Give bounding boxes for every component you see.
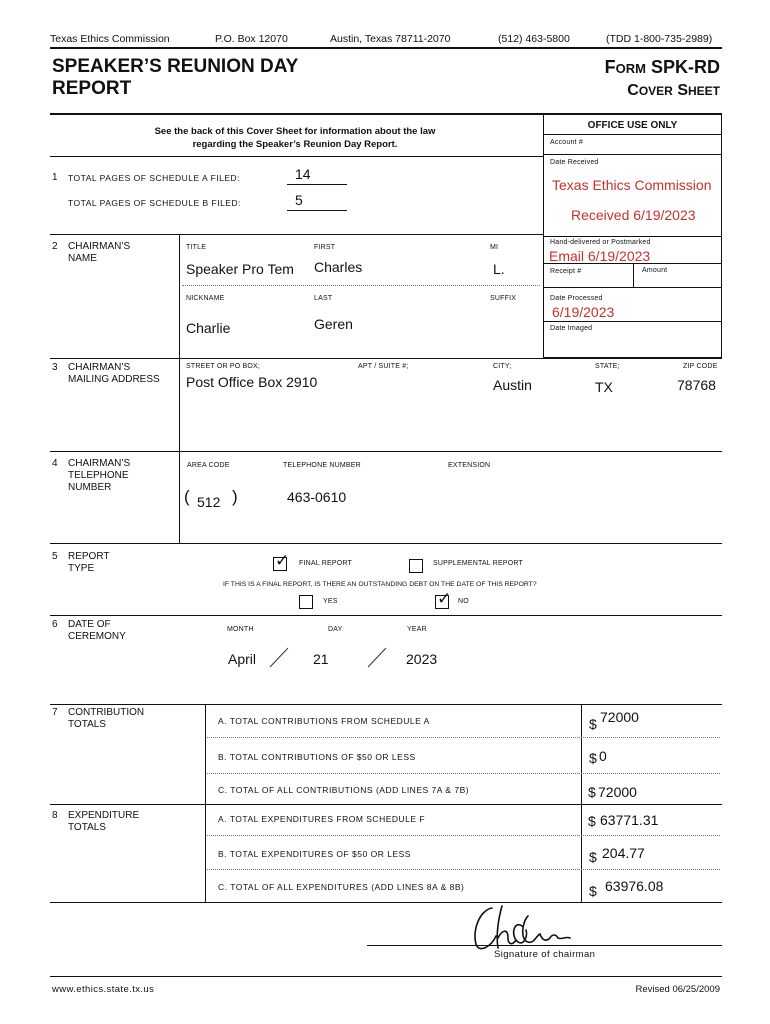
apt-label: APT / SUITE #;	[358, 363, 409, 370]
sec3-rule	[50, 451, 722, 452]
expend-a-dollar-icon: $	[588, 813, 596, 829]
city-value: Austin	[493, 377, 532, 393]
sec4-divider	[179, 451, 180, 543]
state-value: TX	[595, 379, 613, 395]
expend-c-dollar-icon: $	[589, 883, 597, 899]
contrib-c-value: 72000	[598, 784, 637, 800]
contrib-a-value: 72000	[600, 709, 639, 725]
expend-b-dollar-icon: $	[589, 849, 597, 865]
sec1-rule	[50, 234, 543, 235]
sec2-label	[68, 241, 130, 265]
header-po-box: P.O. Box 12070	[215, 33, 288, 45]
sec1-label-b: TOTAL PAGES OF SCHEDULE B FILED:	[68, 198, 241, 208]
debt-no-label: NO	[458, 598, 469, 605]
final-report-checkbox[interactable]	[273, 551, 290, 571]
sec8-label2: TOTALS	[68, 822, 106, 833]
contrib-c-dollar-icon: $	[588, 784, 596, 800]
totals-divider-right	[581, 704, 582, 902]
suffix-label: SUFFIX	[490, 295, 517, 302]
sec7-rule	[50, 804, 722, 805]
expend-b-label: B. TOTAL EXPENDITURES OF $50 OR LESS	[218, 849, 411, 859]
account-label: Account #	[550, 139, 583, 146]
contrib-a-dollar-icon: $	[589, 716, 597, 732]
sec2-label1: CHAIRMAN’S	[68, 241, 131, 252]
date-processed-value: 6/19/2023	[552, 304, 615, 320]
instructions-line2: regarding the Speaker’s Reunion Day Report.	[192, 139, 398, 150]
sec6-rule	[50, 704, 722, 705]
sec3-label	[68, 362, 160, 386]
sec2-label2: NAME	[68, 253, 97, 264]
middle-initial-value: L.	[493, 261, 505, 277]
debt-no-checkbox[interactable]	[435, 589, 452, 609]
sec4-label2: TELEPHONE	[68, 470, 129, 481]
contrib-b-dollar-icon: $	[589, 750, 597, 766]
header-city: Austin, Texas 78711-2070	[330, 33, 451, 45]
totals-divider-left	[205, 704, 206, 902]
supplemental-report-label: SUPPLEMENTAL REPORT	[433, 560, 524, 567]
area-paren-open: (	[184, 487, 190, 506]
day-label: DAY	[328, 626, 343, 633]
stamp-line-2: Received 6/19/2023	[571, 207, 696, 223]
date-imaged-label: Date Imaged	[550, 325, 593, 332]
sec1-number: 1	[52, 172, 58, 183]
contrib-a-dots	[207, 737, 720, 738]
sec4-label1: CHAIRMAN’S	[68, 458, 131, 469]
sec8-rule	[50, 902, 722, 903]
office-use-rule-6	[543, 321, 722, 322]
sec3-divider	[179, 358, 180, 451]
final-report-check-icon: ✓	[275, 551, 290, 570]
nickname-label: NICKNAME	[186, 295, 225, 302]
sec7-number: 7	[52, 707, 58, 718]
sec3-label2: MAILING ADDRESS	[68, 374, 160, 385]
instructions-line1: See the back of this Cover Sheet for information about the law	[154, 126, 436, 137]
page-title-line2: REPORT	[52, 78, 132, 99]
first-name-value: Charles	[314, 259, 363, 275]
page-title	[52, 56, 298, 100]
debt-question: IF THIS IS A FINAL REPORT, IS THERE AN OUTSTANDING DEBT ON THE DATE OF THIS REPORT?	[223, 581, 537, 588]
day-value: 21	[313, 651, 329, 667]
sec4-label3: NUMBER	[68, 482, 112, 493]
area-paren-close: )	[232, 487, 238, 506]
expend-a-value: 63771.31	[600, 812, 659, 828]
contrib-b-dots	[207, 773, 720, 774]
date-slash-icon	[268, 646, 290, 668]
area-code-label: AREA CODE	[187, 462, 230, 469]
expend-a-dots	[207, 835, 720, 836]
debt-yes-label: YES	[323, 598, 338, 605]
sec4-label	[68, 458, 130, 494]
telephone-label: TELEPHONE NUMBER	[283, 462, 361, 469]
middle-initial-label: MI	[490, 244, 499, 251]
sec5-label	[68, 551, 110, 575]
sec2-number: 2	[52, 241, 58, 252]
street-label: STREET OR PO BOX;	[186, 363, 261, 370]
date-received-label: Date Received	[550, 159, 599, 166]
debt-no-check-icon: ✓	[437, 589, 452, 608]
sec1-line-a	[287, 184, 347, 185]
sec1-line-b	[287, 210, 347, 211]
office-use-rule-3	[543, 236, 722, 237]
street-value: Post Office Box 2910	[186, 374, 318, 390]
sec3-number: 3	[52, 362, 58, 373]
last-name-value: Geren	[314, 316, 353, 332]
supplemental-report-checkbox[interactable]	[409, 559, 423, 573]
year-label: YEAR	[407, 626, 427, 633]
sec8-label1: EXPENDITURE	[68, 810, 140, 821]
expend-b-value: 204.77	[602, 845, 645, 861]
instructions-rule	[50, 156, 543, 157]
hand-delivered-value: Email 6/19/2023	[549, 248, 651, 264]
month-value: April	[228, 651, 257, 667]
hand-delivered-label: Hand-delivered or Postmarked	[550, 239, 651, 246]
contrib-c-label: C. TOTAL OF ALL CONTRIBUTIONS (ADD LINES 7A & 7B)	[218, 785, 470, 795]
sec5-label1: REPORT	[68, 551, 110, 562]
contrib-b-value: 0	[599, 748, 607, 764]
nickname-value: Charlie	[186, 320, 231, 336]
sec2-rule	[50, 358, 722, 359]
zip-label: ZIP CODE	[683, 363, 718, 370]
footer-rule	[50, 976, 722, 977]
office-use-rule-5	[543, 287, 722, 288]
sec1-value-b: 5	[295, 192, 303, 208]
header-rule	[50, 47, 722, 49]
sec7-label	[68, 707, 144, 731]
amount-label: Amount	[642, 267, 668, 274]
form-rest: ORM	[615, 61, 646, 76]
receipt-label: Receipt #	[550, 268, 582, 275]
page-title-line1: SPEAKER’S REUNION DAY	[52, 56, 299, 77]
header-agency: Texas Ethics Commission	[50, 33, 170, 45]
last-name-label: LAST	[314, 295, 333, 302]
office-use-divider	[633, 263, 634, 287]
sec8-number: 8	[52, 810, 58, 821]
instructions	[50, 125, 540, 151]
sec2-divider	[179, 234, 180, 358]
sec1-label-a: TOTAL PAGES OF SCHEDULE A FILED:	[68, 173, 241, 183]
sec6-number: 6	[52, 619, 58, 630]
office-use-rule-1	[543, 134, 722, 135]
sec7-label1: CONTRIBUTION	[68, 707, 145, 718]
expend-c-value: 63976.08	[605, 878, 664, 894]
state-label: STATE;	[595, 363, 620, 370]
header-phone: (512) 463-5800	[498, 33, 570, 45]
sec4-rule	[50, 543, 722, 544]
zip-value: 78768	[677, 377, 716, 393]
sec6-label2: CEREMONY	[68, 631, 126, 642]
expend-c-label: C. TOTAL OF ALL EXPENDITURES (ADD LINES 8A & 8B)	[218, 882, 465, 892]
final-report-label: FINAL REPORT	[299, 560, 352, 567]
date-processed-label: Date Processed	[550, 295, 603, 302]
form-code: SPK-RD	[650, 57, 720, 77]
sec4-number: 4	[52, 458, 58, 469]
sec6-label	[68, 619, 126, 643]
cover-c: C	[627, 82, 639, 99]
title-value: Speaker Pro Tem	[186, 261, 294, 277]
signature-label: Signature of chairman	[494, 949, 596, 960]
area-code-value: 512	[197, 494, 221, 510]
telephone-value: 463-0610	[287, 489, 347, 505]
city-label: CITY;	[493, 363, 512, 370]
sec8-label	[68, 810, 139, 834]
expend-b-dots	[207, 869, 720, 870]
header-tdd: (TDD 1-800-735-2989)	[606, 33, 713, 45]
office-use-heading: OFFICE USE ONLY	[587, 120, 678, 131]
sheet-rest: HEET	[687, 84, 720, 98]
month-label: MONTH	[227, 626, 254, 633]
sec1-value-a: 14	[295, 166, 311, 182]
form-number	[605, 56, 720, 80]
contrib-b-label: B. TOTAL CONTRIBUTIONS OF $50 OR LESS	[218, 752, 416, 762]
sec6-label1: DATE OF	[68, 619, 111, 630]
sec2-dots	[182, 285, 540, 286]
debt-yes-checkbox[interactable]	[299, 595, 313, 609]
footer-revised: Revised 06/25/2009	[635, 984, 720, 995]
expend-a-label: A. TOTAL EXPENDITURES FROM SCHEDULE F	[218, 814, 426, 824]
title-label: TITLE	[186, 244, 207, 251]
cover-sheet-label	[605, 80, 720, 102]
sec5-label2: TYPE	[68, 563, 95, 574]
sec3-label1: CHAIRMAN’S	[68, 362, 131, 373]
cover-rest: OVER	[638, 84, 673, 98]
footer-website[interactable]: www.ethics.state.tx.us	[52, 984, 155, 995]
sec5-rule	[50, 615, 722, 616]
sec5-number: 5	[52, 551, 58, 562]
extension-label: EXTENSION	[448, 462, 491, 469]
first-name-label: FIRST	[314, 244, 336, 251]
stamp-line-1: Texas Ethics Commission	[552, 177, 712, 193]
date-slash-icon	[366, 646, 388, 668]
year-value: 2023	[406, 651, 438, 667]
signature-line	[367, 945, 722, 946]
sec7-label2: TOTALS	[68, 719, 106, 730]
contrib-a-label: A. TOTAL CONTRIBUTIONS FROM SCHEDULE A	[218, 716, 430, 726]
form-identifier	[605, 56, 720, 102]
form-f: F	[604, 57, 616, 77]
sheet-s: S	[677, 82, 688, 99]
office-use-rule-2	[543, 154, 722, 155]
